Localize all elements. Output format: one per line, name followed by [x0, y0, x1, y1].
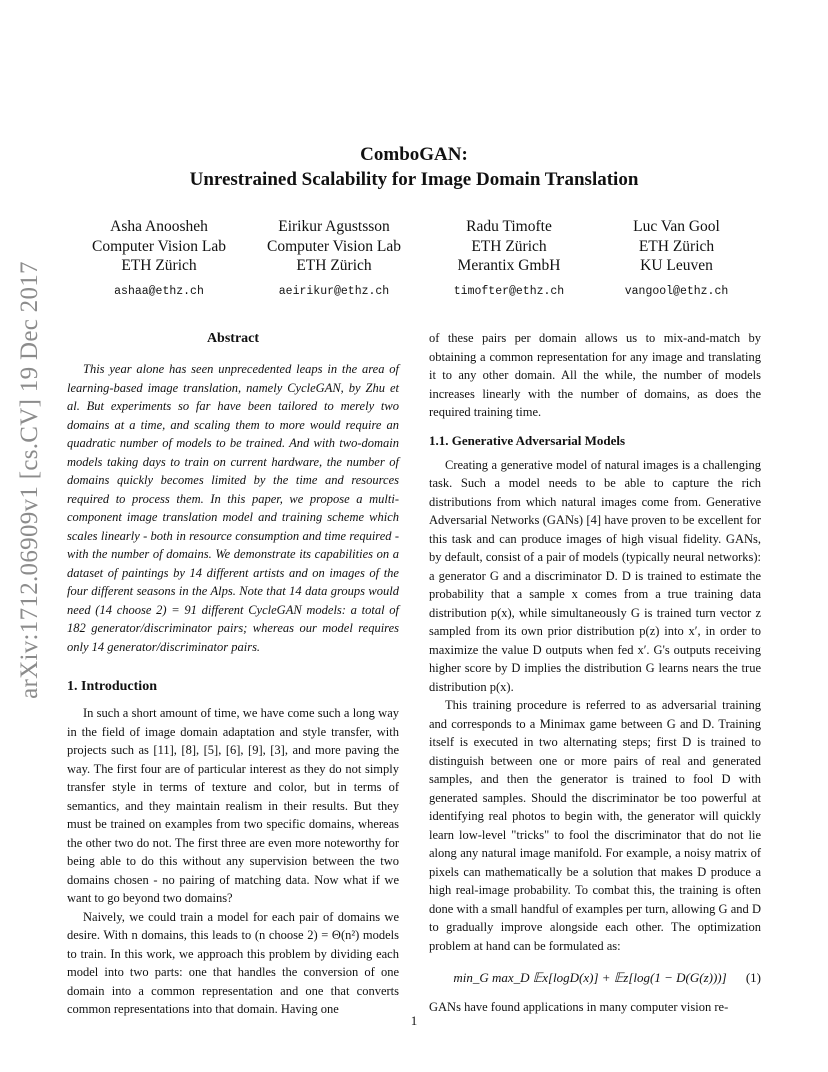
subsection-heading-gan: 1.1. Generative Adversarial Models — [429, 432, 626, 448]
author-name: Luc Van Gool — [633, 218, 720, 235]
author-affiliation: Computer Vision Lab — [92, 237, 226, 255]
author-affiliation: KU Leuven — [640, 257, 713, 274]
right-column — [429, 329, 761, 1016]
author-email: ashaa@ethz.ch — [114, 284, 204, 298]
abstract-heading: Abstract — [206, 331, 260, 346]
author-block — [0, 217, 828, 301]
title-line-1: ComboGAN: — [360, 144, 468, 165]
author-email: aeirikur@ethz.ch — [278, 284, 390, 298]
author-4 — [597, 217, 757, 301]
author-affiliation: ETH Zürich — [638, 237, 715, 255]
author-affiliation: Computer Vision Lab — [267, 237, 401, 255]
paper-title — [0, 142, 828, 192]
author-1 — [72, 217, 247, 301]
gan-paragraph-1: Creating a generative model of natural images is a challenging task. Such a model needs to be able to capture the rich distributions from which natural images come from. Generative Adversarial Networks (GANs) [4] have proven to be excellent for this task and can produce images of high visual fidelity. GANs, by default, consist of a pair of models (typically neural networks): a generator G and a discriminator D. D is trained to estimate the probability that a sample x comes from a true training data distribution p(x), while simultaneously G is trained turn vector z sampled from its own prior distribution p(z) into x′, in order to maximize the value D outputs when fed x′. G's outputs receiving higher score by D implies the distribution G learns nears the true distribution p(x). — [429, 457, 761, 694]
equation-body: min_G max_D 𝔼x[logD(x)] + 𝔼z[log(1 − D(G(z)))] — [453, 970, 727, 985]
author-affiliation: Merantix GmbH — [457, 257, 561, 274]
author-email: timofter@ethz.ch — [453, 284, 565, 298]
page-number: 1 — [410, 1013, 418, 1028]
author-name: Radu Timofte — [466, 218, 552, 235]
author-email: vangool@ethz.ch — [624, 284, 729, 298]
continued-paragraph: of these pairs per domain allows us to mix-and-match by obtaining a common representation for any image and translating it to any other domain. All the while, the number of models increases linearly with the number of domains, as does the required training time. — [429, 331, 761, 419]
arxiv-identifier — [10, 261, 50, 699]
title-line-2: Unrestrained Scalability for Image Domain Translation — [189, 169, 639, 190]
author-2 — [247, 217, 422, 301]
abstract-text: This year alone has seen unprecedented leaps in the area of learning-based image translation, namely CycleGAN, by Zhu et al. But experiments so far have been tailored to merely two domains at a time, and scaling them to more would require an quadratic number of models to be trained. And with two-domain models taking days to train on current hardware, the number of domains quickly becomes limited by the time and resources required to process them. In this paper, we propose a multi-component image translation model and training scheme which scales linearly - both in resource consumption and time required - with the number of domains. We demonstrate its capabilities on a dataset of paintings by 14 different artists and on images of the four different seasons in the Alps. Note that 14 data groups would need (14 choose 2) = 91 different CycleGAN models: a total of 182 generator/discriminator pairs; whereas our model requires only 14 generator/discriminator pairs. — [67, 362, 399, 654]
author-3 — [422, 217, 597, 301]
arxiv-id-text: arXiv:1712.06909v1 [cs.CV] 19 Dec 2017 — [16, 261, 43, 699]
gan-paragraph-2: This training procedure is referred to as adversarial training and corresponds to a Minimax game between G and D. Training itself is executed in two alternating steps; first D is trained to distinguish between one or more pairs of real and generated samples, and then the generator is trained to fool D with generated samples. Should the discriminator be too powerful at identifying real photos to begin with, the generator will quickly learn low-level "tricks" to fool the discriminator that do not lie along any natural image manifold. For example, a noisy matrix of pixels can mathematically be a solution that makes D produce a high real-image probability. To combat this, the training is often done with a small handful of examples per turn, allowing G and D to gradually improve alongside each other. The optimization problem at hand can be formulated as: — [429, 698, 761, 953]
author-name: Eirikur Agustsson — [278, 218, 390, 235]
author-affiliation: ETH Zürich — [296, 257, 372, 274]
author-affiliation: ETH Zürich — [471, 237, 547, 255]
intro-paragraph-2: Naively, we could train a model for each pair of domains we desire. With n domains, this leads to (n choose 2) = Θ(n²) models to train. In this work, we approach this problem by dividing each model into two parts: one that handles the conversion of one domain into a common representation and one that converts common representations into that domain. Having one — [67, 909, 399, 1016]
left-column — [67, 330, 399, 1019]
intro-paragraph-1: In such a short amount of time, we have come such a long way in the field of image domain adaptation and style transfer, with projects such as [11], [8], [5], [6], [9], [3], and more paving the way. The first four are of particular interest as they do not simply transfer style in terms of texture and color, but in terms of semantics, and they maintain realism in their results. But they must be trained on examples from two specific domains, whereas the other two do not. The first three are even more noteworthy for being able to do this without any supervision between the two domains chosen - no pairing of matching data. Now what if we want to go beyond two domains? — [67, 706, 399, 905]
section-heading-introduction: 1. Introduction — [67, 679, 157, 694]
equation-number: (1) — [745, 970, 761, 985]
author-name: Asha Anoosheh — [110, 218, 208, 235]
equation-1 — [429, 969, 761, 988]
author-affiliation: ETH Zürich — [121, 257, 197, 274]
trailing-paragraph: GANs have found applications in many computer vision re- — [429, 999, 729, 1014]
